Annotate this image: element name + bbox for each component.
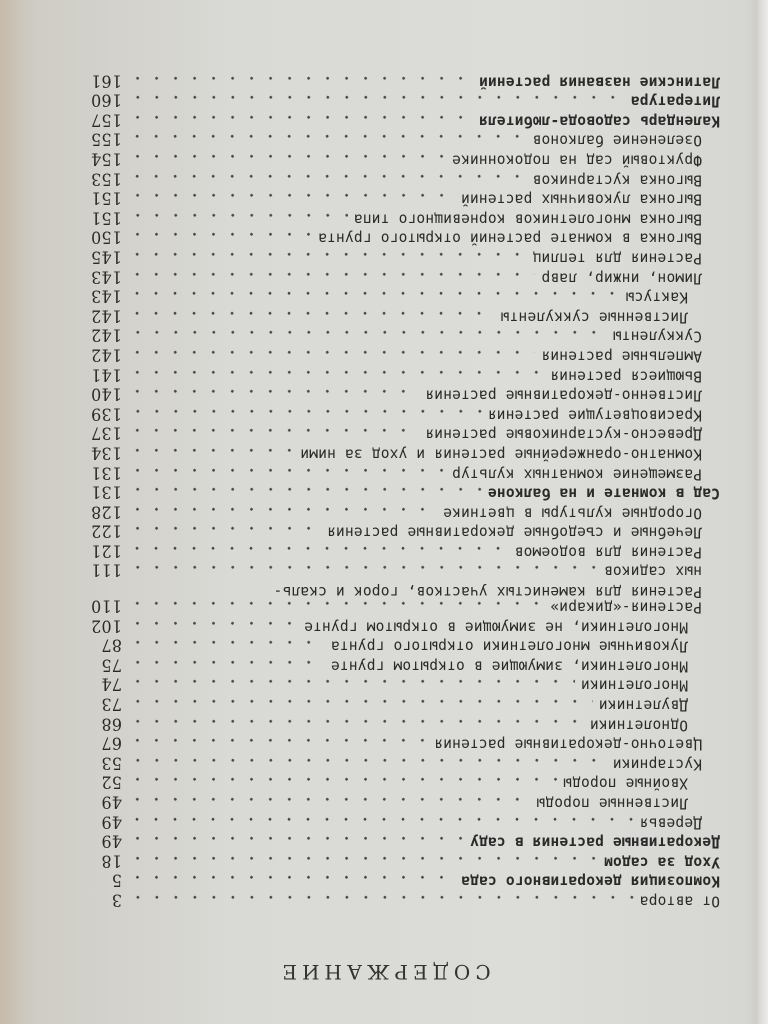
dot-leader — [128, 641, 325, 644]
toc-entry-page-number: 142 — [90, 326, 122, 347]
toc-entry-label: Сад в комнате и на балконе — [487, 485, 720, 502]
dot-leader — [128, 312, 494, 315]
toc-entry-label: От автора — [639, 892, 720, 910]
dot-leader — [128, 602, 544, 605]
toc-entry-label: Выгонка в комнате растений открытого грунта — [318, 230, 702, 248]
toc-entry-page-number: 161 — [90, 71, 122, 92]
toc-entry — [88, 562, 720, 583]
toc-entry — [88, 618, 720, 639]
toc-entry-page-number: 143 — [90, 267, 122, 288]
toc-entry-label: Хвойные породы — [562, 775, 688, 793]
toc-entry-label: Кустарники — [612, 755, 702, 773]
toc-entry-page-number: 145 — [90, 247, 122, 268]
toc-entry — [88, 92, 720, 113]
dot-leader — [128, 779, 557, 782]
dot-leader — [128, 759, 607, 762]
dot-leader — [128, 155, 446, 158]
toc-entry-label: Кактусы — [625, 289, 688, 306]
toc-entry-label: Растения для водоемов — [514, 543, 702, 561]
toc-entry — [88, 210, 720, 231]
toc-entry-label: Ампельные растения — [541, 347, 702, 365]
toc-entry — [88, 229, 720, 250]
toc-entry-label: Выгонка луковичных растений — [460, 191, 702, 208]
toc-entry-page-number: 87 — [101, 636, 122, 657]
dot-leader — [128, 622, 298, 625]
toc-entry-page-number: 131 — [90, 463, 122, 484]
dot-leader — [128, 700, 593, 703]
toc-entry-page-number: 160 — [90, 91, 122, 112]
dot-leader — [128, 410, 482, 413]
toc-entry-page-number: 49 — [101, 832, 122, 853]
toc-entry — [88, 484, 720, 505]
toc-entry-page-number: 122 — [90, 522, 122, 543]
toc-entry-page-number: 140 — [90, 385, 122, 405]
toc-entry-page-number: 49 — [101, 812, 122, 833]
toc-entry-page-number: 143 — [90, 287, 122, 308]
toc-entry — [88, 814, 720, 835]
toc-entry — [88, 269, 720, 290]
toc-entry-page-number: 154 — [90, 149, 122, 170]
toc-entry-page-number: 5 — [111, 871, 122, 892]
toc-entry-label: Озеленение балконов — [532, 132, 702, 150]
dot-leader — [128, 449, 294, 452]
toc-entry-page-number: 3 — [111, 890, 122, 911]
dot-leader — [128, 857, 598, 860]
toc-entry-label: Древесно-кустарниковые растения — [425, 426, 702, 444]
toc-entry-label: Лечебные и съедобные декоративные растения — [326, 524, 702, 542]
dot-leader — [128, 116, 473, 119]
toc-entry — [88, 112, 720, 133]
toc-entry-page-number: 111 — [90, 561, 122, 582]
toc-entry-page-number: 142 — [90, 345, 122, 366]
toc-entry — [88, 794, 720, 815]
dot-leader — [128, 175, 526, 178]
toc-entry — [88, 543, 720, 564]
toc-entry — [88, 582, 720, 599]
toc-entry-label: Растения-«дикари» — [550, 599, 702, 616]
dot-leader — [128, 253, 526, 256]
toc-entry-page-number: 52 — [101, 773, 122, 794]
toc-entry-label: Латинские названия растений — [478, 73, 720, 91]
toc-entry — [88, 327, 720, 348]
dot-leader — [128, 429, 419, 432]
toc-entry — [88, 190, 720, 211]
toc-entry-label: Цветочно-декоративные растения — [434, 736, 702, 754]
toc-entry-page-number: 73 — [101, 694, 122, 715]
toc-entry — [88, 755, 720, 776]
toc-entry-label: Двулетники — [598, 697, 688, 714]
dot-leader — [128, 681, 575, 684]
toc-entry-page-number: 110 — [90, 596, 122, 617]
toc-entry — [88, 464, 720, 485]
toc-entry — [88, 406, 720, 427]
toc-entry — [88, 249, 720, 270]
toc-entry — [88, 131, 720, 152]
dot-leader — [128, 896, 634, 899]
toc-entry-label: Огородные культуры в цветнике — [443, 504, 702, 522]
dot-leader — [128, 586, 267, 589]
toc-entry-label: Растения для теплиц — [532, 249, 702, 267]
dot-leader — [128, 469, 446, 472]
toc-entry-page-number: 134 — [90, 443, 122, 464]
toc-entry-label: Календарь садовода-любителя — [478, 112, 720, 130]
toc-entry-page-number: 67 — [101, 734, 122, 755]
page-title: СОДЕРЖАНИЕ — [277, 960, 491, 984]
toc-list — [88, 73, 720, 912]
toc-entry-label: Деревья — [639, 814, 702, 832]
dot-leader — [128, 720, 584, 723]
dot-leader — [128, 547, 508, 550]
toc-entry-page-number: 53 — [101, 753, 122, 774]
toc-entry-label: Размещение комнатных культур — [451, 465, 702, 483]
toc-entry — [88, 853, 720, 874]
toc-entry — [88, 872, 720, 893]
dot-leader — [128, 508, 437, 511]
toc-entry-page-number: 157 — [90, 110, 122, 131]
toc-entry — [88, 73, 720, 94]
toc-entry — [88, 288, 720, 309]
toc-entry — [88, 386, 720, 407]
toc-entry-label: Выгонка многолетников корневищного типа — [353, 210, 702, 228]
toc-entry — [88, 892, 720, 913]
toc-entry-page-number: 137 — [90, 424, 122, 445]
toc-entry-label: Фруктовый сад на подоконнике — [451, 151, 702, 169]
toc-entry-label: Красивоцветущие растения — [487, 406, 702, 424]
dot-leader — [128, 567, 598, 570]
dot-leader — [128, 371, 544, 374]
toc-entry-label: Декоративные растения в саду — [469, 834, 720, 851]
toc-entry-page-number: 49 — [101, 792, 122, 813]
toc-entry — [88, 657, 720, 678]
dot-leader — [128, 488, 482, 491]
toc-entry-label: Лиственно-декоративные растения — [425, 387, 702, 404]
table-of-contents-page — [88, 73, 720, 984]
dot-leader — [128, 214, 348, 217]
toc-entry-label: Суккуленты — [612, 328, 702, 346]
toc-entry-label: Вьющиеся растения — [550, 367, 702, 385]
toc-entry-label: Лиственные суккуленты — [500, 308, 688, 326]
toc-entry — [88, 425, 720, 446]
dot-leader — [128, 661, 325, 664]
dot-leader — [128, 77, 473, 80]
toc-entry-page-number: 128 — [90, 502, 122, 523]
toc-entry-label: Лимон, инжир, лавр — [541, 269, 702, 287]
toc-entry — [88, 735, 720, 756]
toc-entry — [88, 637, 720, 658]
toc-entry — [88, 716, 720, 737]
dot-leader — [128, 527, 321, 530]
toc-entry-page-number: 68 — [101, 714, 122, 735]
toc-entry-page-number: 102 — [90, 616, 122, 637]
dot-leader — [128, 194, 455, 197]
toc-entry — [88, 308, 720, 329]
toc-entry-page-number: 150 — [90, 228, 122, 249]
toc-entry-page-number: 155 — [90, 130, 122, 151]
toc-entry-label: Растения для каменистых участков, горок и скаль- — [273, 583, 702, 600]
dot-leader — [128, 96, 625, 99]
toc-entry-page-number: 18 — [101, 851, 122, 872]
toc-entry-page-number: 139 — [90, 404, 122, 425]
toc-entry — [88, 598, 720, 619]
dot-leader — [128, 234, 312, 237]
toc-entry-label: Луковичные многолетники открытого грунта — [330, 638, 688, 656]
dot-leader — [128, 292, 619, 295]
dot-leader — [128, 837, 464, 840]
toc-entry-label: Многолетники, не зимующие в открытом грунте — [304, 618, 688, 636]
dot-leader — [128, 273, 535, 276]
toc-entry-label: Многолетники, зимующие в открытом грунте — [330, 657, 688, 675]
page-edge-right — [0, 0, 24, 1024]
toc-entry — [88, 347, 720, 368]
dot-leader — [128, 818, 633, 821]
toc-entry-page-number: 131 — [90, 482, 122, 503]
toc-entry — [88, 151, 720, 172]
toc-entry-label: Лиственные породы — [536, 794, 688, 812]
toc-entry-page-number: 151 — [90, 208, 122, 229]
toc-entry-label: Однолетники — [589, 716, 688, 734]
toc-entry-label: Выгонка кустарников — [532, 171, 702, 189]
toc-entry — [88, 504, 720, 525]
toc-entry-page-number: 74 — [101, 675, 122, 696]
dot-leader — [128, 798, 530, 801]
toc-entry-label: Композиция декоративного сада — [461, 873, 720, 891]
toc-entry — [88, 676, 720, 697]
toc-entry-label: Уход за садом — [603, 853, 720, 871]
toc-entry — [88, 366, 720, 387]
toc-entry — [88, 833, 720, 854]
dot-leader — [128, 739, 428, 742]
dot-leader — [128, 877, 455, 880]
dot-leader — [128, 351, 535, 354]
toc-entry-label: Литература — [630, 93, 720, 111]
toc-entry-label: Многолетники — [580, 677, 688, 695]
toc-entry-label: ных садиков — [603, 563, 702, 581]
toc-entry-page-number: 153 — [90, 169, 122, 190]
toc-entry — [88, 445, 720, 466]
dot-leader — [128, 390, 419, 393]
toc-entry-page-number: 121 — [90, 541, 122, 562]
toc-entry — [88, 774, 720, 795]
toc-entry-page-number: 142 — [90, 306, 122, 327]
dot-leader — [128, 331, 607, 334]
toc-entry-page-number: 151 — [90, 189, 122, 210]
toc-entry — [88, 171, 720, 192]
page-edge-left — [758, 0, 768, 1024]
toc-entry-label: Комнатно-оранжерейные растения и уход за ними — [300, 445, 702, 463]
toc-entry — [88, 523, 720, 544]
toc-entry-page-number: 75 — [101, 655, 122, 676]
dot-leader — [128, 136, 526, 139]
toc-entry — [88, 696, 720, 717]
toc-entry-page-number: 141 — [90, 365, 122, 386]
